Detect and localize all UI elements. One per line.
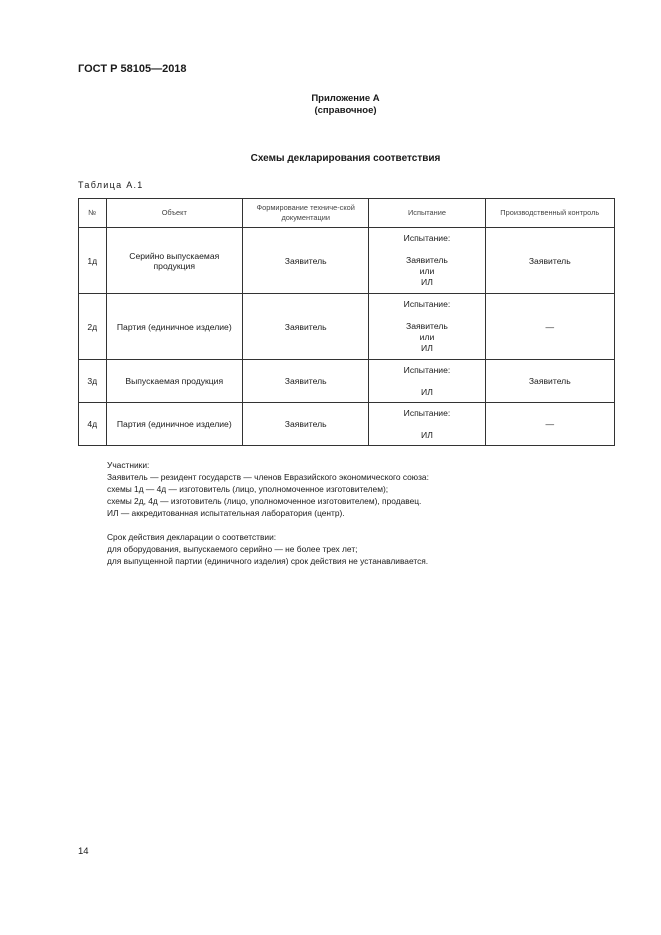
- table-header-row: [79, 199, 615, 228]
- test-head: Испытание:: [403, 299, 451, 309]
- cell-control: —: [485, 403, 614, 446]
- note-line: для выпущенной партии (единичного изделия) срок действия не устанавливается.: [107, 556, 429, 566]
- notes: [107, 459, 607, 579]
- cell-control: Заявитель: [485, 360, 614, 403]
- validity-block: [107, 531, 607, 567]
- test-head: Испытание:: [403, 407, 451, 418]
- note-line: Заявитель — резидент государств — членов Евразийского экономического союза:: [107, 472, 429, 482]
- cell-num: 2д: [79, 294, 107, 360]
- note-line: схемы 2д, 4д — изготовитель (лицо, уполномоченное изготовителем), продавец.: [107, 496, 422, 506]
- cell-object: Выпускаемая продукция: [106, 360, 243, 403]
- section-title-wrap: [0, 153, 661, 164]
- note-line: для оборудования, выпускаемого серийно — не более трех лет;: [107, 544, 358, 554]
- appendix-heading: [0, 93, 661, 117]
- cell-docs: Заявитель: [243, 228, 369, 294]
- cell-test: [369, 360, 485, 403]
- note-line: схемы 1д — 4д — изготовитель (лицо, уполномоченное изготовителем);: [107, 484, 389, 494]
- test-line: или: [419, 266, 435, 276]
- header-object: Объект: [106, 199, 243, 228]
- cell-num: 4д: [79, 403, 107, 446]
- cell-control: —: [485, 294, 614, 360]
- cell-control: Заявитель: [485, 228, 614, 294]
- cell-object: Партия (единичное изделие): [106, 294, 243, 360]
- header-num: №: [79, 199, 107, 228]
- appendix-title: Приложение А: [311, 93, 380, 104]
- note-line: ИЛ — аккредитованная испытательная лаборатория (центр).: [107, 508, 345, 518]
- cell-object: Партия (единичное изделие): [106, 403, 243, 446]
- section-title: Схемы декларирования соответствия: [250, 153, 441, 164]
- page-number: 14: [78, 846, 89, 857]
- test-line: ИЛ: [421, 343, 433, 353]
- header-test: Испытание: [369, 199, 485, 228]
- participants-block: [107, 459, 607, 519]
- table-label: Таблица А.1: [78, 180, 144, 190]
- table-row: [79, 403, 615, 446]
- cell-num: 1д: [79, 228, 107, 294]
- test-head: Испытание:: [403, 233, 451, 243]
- cell-docs: Заявитель: [243, 360, 369, 403]
- table-row: [79, 294, 615, 360]
- test-line: ИЛ: [421, 277, 433, 287]
- cell-test: [369, 228, 485, 294]
- test-line: Заявитель: [406, 321, 448, 331]
- doc-code: ГОСТ Р 58105—2018: [78, 63, 187, 75]
- cell-test: [369, 403, 485, 446]
- cell-num: 3д: [79, 360, 107, 403]
- cell-object: Серийно выпускаемая продукция: [106, 228, 243, 294]
- cell-docs: Заявитель: [243, 294, 369, 360]
- table-row: [79, 360, 615, 403]
- cell-docs: Заявитель: [243, 403, 369, 446]
- test-head: Испытание:: [403, 364, 451, 375]
- note-line: Срок действия декларации о соответствии:: [107, 532, 277, 542]
- test-line: или: [419, 332, 435, 342]
- test-line: ИЛ: [421, 386, 433, 397]
- note-line: Участники:: [107, 460, 150, 470]
- header-docs: Формирование техниче-ской документации: [243, 199, 369, 228]
- table-row: [79, 228, 615, 294]
- cell-test: [369, 294, 485, 360]
- appendix-subtitle: (справочное): [314, 105, 377, 116]
- test-line: ИЛ: [421, 429, 433, 440]
- test-line: Заявитель: [406, 255, 448, 265]
- declaration-schemes-table: [78, 198, 615, 446]
- header-control: Производственный контроль: [485, 199, 614, 228]
